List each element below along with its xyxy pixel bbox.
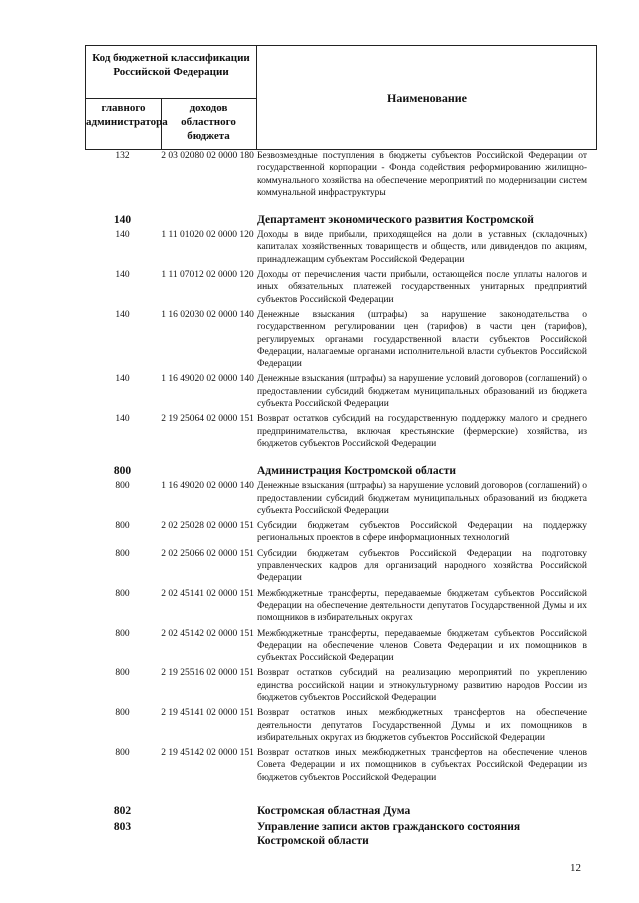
cell-name: Денежные взыскания (штрафы) за нарушение условий договоров (соглашений) о предоставлении субсидий бюджетам муниципальных образований из бюджета субъекта Российской Федерации <box>257 481 587 516</box>
cell-name: Доходы от перечисления части прибыли, остающейся после уплаты налогов и иных обязательных платежей государственных унитарных предприятий субъектов Российской Федерации <box>257 270 587 305</box>
cell-income-code <box>160 464 255 478</box>
header-col-main: главного администратора <box>86 102 168 128</box>
cell-name: Возврат остатков субсидий на реализацию мероприятий по укреплению единства российской нации и этнокультурному развитию народов России из бюджетов субъектов Российской Федерации <box>257 668 587 703</box>
table-row <box>85 269 597 306</box>
cell-income-code: 1 16 49020 02 0000 140 <box>161 481 254 492</box>
cell-name: Межбюджетные трансферты, передаваемые бюджетам субъектов Российской Федерации на обеспечение деятельности депутатов Государственной Думы и их помощников в избирательных округах <box>257 588 587 624</box>
cell-admin-code: 800 <box>113 465 132 478</box>
table-header <box>85 45 597 150</box>
cell-admin-code: 140 <box>115 414 130 425</box>
cell-name: Денежные взыскания (штрафы) за нарушение законодательства о государственном регулировании цен (тарифов) в части цен (тарифов), регулируемых органами государственной власти субъектов Российской Федерации, налагаемые органами исполнительной власти субъектов Российской Федерации <box>257 309 587 370</box>
table-row <box>85 150 597 199</box>
cell-name: Возврат остатков иных межбюджетных трансфертов на обеспечение деятельности депутатов Государственной Думы и их помощников в избирательных округах из бюджетов субъектов Российской Федерации <box>257 708 587 743</box>
cell-name: Субсидии бюджетам субъектов Российской Федерации на подготовку управленческих кадров для организаций народного хозяйства Российской Федерации <box>257 548 587 584</box>
section-heading: Департамент экономического развития Костромской <box>257 214 534 227</box>
cell-income-code: 2 02 25028 02 0000 151 <box>161 521 254 532</box>
header-col-income: доходов областного бюджета <box>181 102 236 142</box>
cell-income-code <box>160 804 255 818</box>
section-heading-row <box>85 804 597 818</box>
cell-income-code: 2 02 45142 02 0000 151 <box>161 628 254 639</box>
cell-income-code: 1 16 49020 02 0000 140 <box>161 374 254 385</box>
cell-income-code: 2 19 25516 02 0000 151 <box>161 668 254 679</box>
cell-name: Межбюджетные трансферты, передаваемые бюджетам субъектов Российской Федерации на обеспечение членов Совета Федерации и их помощников в субъектах Российской Федерации <box>257 628 587 664</box>
cell-admin-code: 800 <box>115 588 130 599</box>
cell-income-code: 1 16 02030 02 0000 140 <box>161 309 254 320</box>
table-row <box>85 480 597 517</box>
cell-admin-code: 803 <box>113 821 132 834</box>
cell-name: Возврат остатков иных межбюджетных трансфертов на обеспечение членов Совета Федерации и их помощников в субъектах Российской Федерации из бюджетов субъектов Российской Федерации <box>257 748 587 783</box>
table-row <box>85 747 597 784</box>
cell-admin-code: 800 <box>115 481 130 492</box>
cell-name: Доходы в виде прибыли, приходящейся на доли в уставных (складочных) капиталах хозяйственных товариществ и обществ, или дивидендов по акциям, принадлежащим субъектам Российской Федерации <box>257 230 587 265</box>
cell-admin-code: 140 <box>113 214 132 227</box>
table-row <box>85 309 597 370</box>
table-row <box>85 413 597 450</box>
cell-admin-code: 800 <box>115 748 130 759</box>
cell-admin-code: 800 <box>115 708 130 719</box>
cell-income-code: 2 02 45141 02 0000 151 <box>161 588 254 599</box>
page-number: 12 <box>570 862 581 874</box>
cell-admin-code: 800 <box>115 668 130 679</box>
cell-admin-code: 140 <box>115 309 130 320</box>
cell-name: Возврат остатков субсидий на государственную поддержку малого и среднего предпринимательства, включая крестьянские (фермерские) хозяйства, из бюджетов субъектов Российской Федерации <box>257 414 587 449</box>
section-heading-row <box>85 213 597 227</box>
header-divider <box>86 98 256 99</box>
table-row <box>85 628 597 665</box>
cell-income-code <box>160 820 255 848</box>
table-row <box>85 667 597 704</box>
header-code-group: Код бюджетной классификации Российской Федерации <box>92 52 250 78</box>
table-row <box>85 588 597 625</box>
section-heading-row <box>85 464 597 478</box>
cell-admin-code: 140 <box>115 230 130 241</box>
cell-income-code: 1 11 01020 02 0000 120 <box>161 230 254 241</box>
cell-admin-code: 800 <box>115 548 130 559</box>
table-body <box>85 150 597 850</box>
cell-admin-code: 132 <box>115 151 130 161</box>
cell-income-code: 2 19 45142 02 0000 151 <box>161 748 254 759</box>
cell-name: Субсидии бюджетам субъектов Российской Федерации на поддержку региональных проектов в сфере информационных технологий <box>257 521 587 544</box>
cell-income-code: 2 19 25064 02 0000 151 <box>161 414 254 425</box>
cell-income-code: 2 03 02080 02 0000 180 <box>161 151 254 161</box>
cell-admin-code: 140 <box>115 374 130 385</box>
table-row <box>85 520 597 545</box>
cell-admin-code: 802 <box>113 805 132 818</box>
cell-admin-code: 140 <box>115 270 130 281</box>
cell-name: Денежные взыскания (штрафы) за нарушение условий договоров (соглашений) о предоставлении субсидий бюджетам муниципальных образований из бюджета субъекта Российской Федерации <box>257 374 587 410</box>
cell-admin-code: 800 <box>115 628 130 639</box>
table-row <box>85 229 597 266</box>
cell-income-code <box>160 213 255 227</box>
section-heading: Управление записи актов гражданского состояния Костромской области <box>257 821 521 848</box>
cell-admin-code: 800 <box>115 521 130 532</box>
section-heading: Костромская областная Дума <box>257 805 411 818</box>
cell-income-code: 2 19 45141 02 0000 151 <box>161 708 254 719</box>
section-heading: Администрация Костромской области <box>257 465 457 478</box>
cell-income-code: 1 11 07012 02 0000 120 <box>161 270 254 281</box>
cell-name: Безвозмездные поступления в бюджеты субъектов Российской Федерации от государственной корпорации - Фонда содействия реформированию жилищно-коммунального хозяйства на обеспечение мероприятий по модернизации систем коммунальной инфраструктуры <box>257 151 587 198</box>
table-row <box>85 707 597 744</box>
cell-income-code: 2 02 25066 02 0000 151 <box>161 548 254 559</box>
section-heading-row <box>85 820 597 848</box>
table-row <box>85 373 597 410</box>
header-col-name: Наименование <box>387 90 467 105</box>
table-row <box>85 548 597 585</box>
